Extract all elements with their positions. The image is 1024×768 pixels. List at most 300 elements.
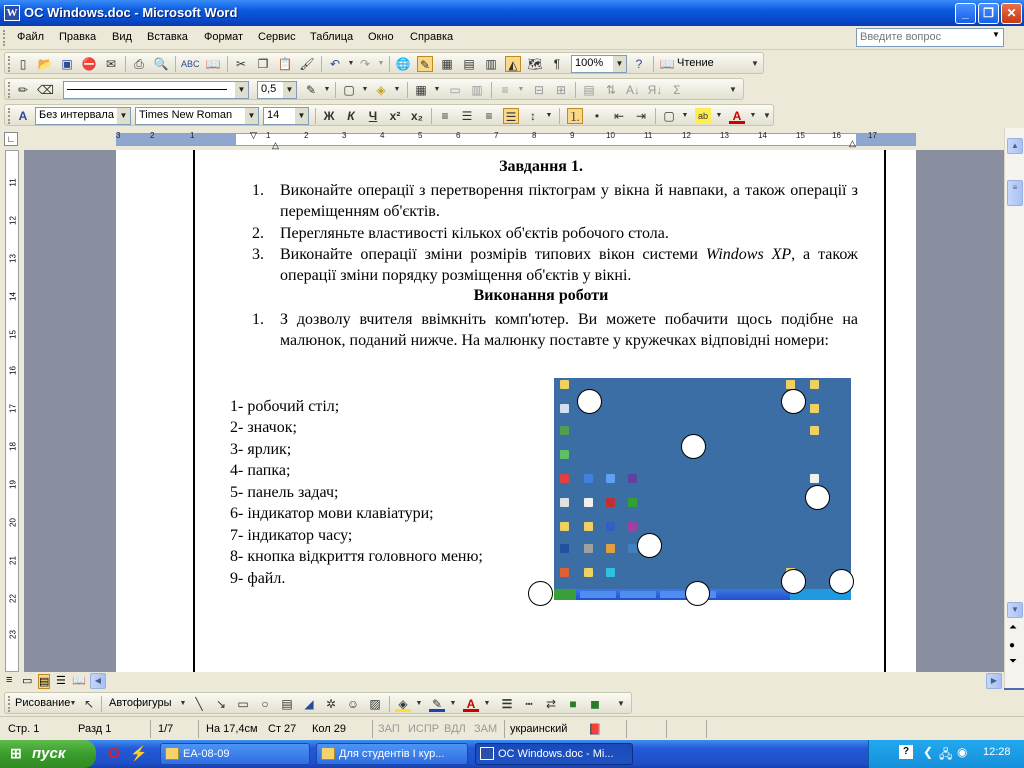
email-icon[interactable]: ✉ — [105, 57, 117, 71]
font-value: Times New Roman — [139, 109, 233, 121]
arrow-style-icon[interactable]: ⇄ — [545, 697, 557, 711]
italic-button[interactable]: К — [347, 109, 355, 123]
answer-circle[interactable] — [681, 434, 706, 459]
legend-item: 8- кнопка відкриття головного меню; — [230, 548, 483, 565]
print-layout-icon[interactable]: ▤ — [39, 676, 50, 688]
highlight-icon[interactable]: ab — [695, 108, 711, 124]
sort-descending-icon[interactable]: Я↓ — [647, 83, 663, 97]
drawing-icon[interactable]: ◭ — [505, 56, 521, 72]
desktop-screenshot-image[interactable] — [554, 378, 851, 600]
help-dropdown-icon[interactable]: ▼ — [992, 30, 1000, 39]
taskbar-item[interactable] — [316, 743, 468, 765]
separator — [335, 82, 336, 98]
ruler-number: 17 — [868, 131, 877, 140]
desktop-icon-folder — [584, 522, 593, 531]
line-icon[interactable]: ╲ — [195, 697, 203, 711]
border-dropdown-icon[interactable]: ▼ — [361, 86, 369, 93]
draw-dropdown-icon[interactable]: ▼ — [69, 700, 77, 707]
ruler-number: 1 — [190, 131, 195, 140]
collapse-tray-icon[interactable]: ❮ — [923, 745, 934, 759]
hyperlink-icon[interactable]: 🌐 — [395, 57, 411, 71]
desktop-icon-app — [628, 474, 637, 483]
status-divider — [150, 720, 151, 738]
autoshapes-dropdown-icon[interactable]: ▼ — [179, 700, 187, 707]
list-text: Перегляньте властивості кількох об'єктів робочого стола. — [280, 225, 669, 242]
page-border-right — [884, 150, 886, 672]
outside-border-icon[interactable]: ▢ — [343, 83, 355, 97]
help-icon[interactable]: ? — [635, 57, 643, 71]
scroll-down-button[interactable]: ▼ — [1007, 602, 1023, 618]
ruler-number: 7 — [494, 131, 499, 140]
answer-circle[interactable] — [685, 581, 710, 606]
chevron-down-icon[interactable]: ▼ — [613, 56, 626, 72]
formatting-toolbar — [4, 104, 774, 126]
toolbar-options-icon[interactable]: ▼ — [729, 85, 737, 94]
select-objects-icon[interactable]: ↖ — [83, 697, 95, 711]
desktop-icon-folder — [786, 380, 795, 389]
font-color-dropdown-icon[interactable]: ▼ — [483, 700, 491, 707]
ruler-number: 17 — [8, 404, 18, 413]
separator — [575, 82, 576, 98]
ruler-number: 9 — [570, 131, 575, 140]
save-icon[interactable]: ▣ — [61, 57, 73, 71]
fill-dropdown-icon[interactable]: ▼ — [415, 700, 423, 707]
taskbar-item-label: Для студентів І кур... — [339, 748, 445, 760]
word-app-icon[interactable]: W — [4, 5, 20, 21]
3d-style-icon[interactable]: ◼ — [590, 697, 600, 711]
standard-toolbar — [4, 52, 764, 74]
title-bar — [0, 0, 1024, 26]
line-style-icon[interactable]: ☰ — [501, 697, 513, 711]
underline-button[interactable]: Ч — [368, 109, 378, 123]
draw-table-icon[interactable]: ✏ — [17, 83, 29, 97]
answer-circle[interactable] — [577, 389, 602, 414]
toolbar-options-icon[interactable]: ▼ — [751, 59, 759, 68]
font-select[interactable] — [135, 107, 259, 125]
ruler-number: 20 — [8, 518, 18, 527]
zoom-value: 100% — [575, 57, 604, 69]
list-item — [252, 180, 862, 222]
network-icon[interactable]: 🖧 — [939, 747, 953, 761]
font-size-select[interactable] — [263, 107, 309, 125]
task-heading: Завдання 1. — [499, 158, 583, 175]
merge-cells-icon[interactable]: ▭ — [449, 83, 461, 97]
separator — [321, 56, 322, 72]
maximize-button[interactable]: ❐ — [978, 3, 999, 24]
shading-color-icon[interactable]: ◈ — [376, 83, 386, 97]
menu-tools[interactable]: Сервис — [258, 31, 296, 43]
menu-table[interactable]: Таблица — [310, 31, 354, 43]
desktop-icon-network — [560, 426, 569, 435]
desktop-icon-folder — [560, 522, 569, 531]
status-section: Разд 1 — [78, 723, 112, 735]
spelling-icon[interactable]: ABC — [181, 59, 200, 69]
status-overtype[interactable]: ЗАМ — [474, 723, 498, 735]
toolbar-grip[interactable] — [8, 108, 11, 124]
ruler-right-margin — [856, 134, 915, 145]
system-tray — [868, 740, 1024, 768]
word-icon — [480, 747, 494, 760]
ruler-number: 4 — [380, 131, 385, 140]
answer-circle[interactable] — [528, 581, 553, 606]
list-text-part: Виконайте операції зміни розмірів типових вікон системи — [280, 246, 706, 263]
paste-icon[interactable]: 📋 — [277, 57, 293, 71]
legend-item: 9- файл. — [230, 570, 286, 587]
horizontal-ruler[interactable] — [0, 128, 1024, 150]
autosum-icon[interactable]: Σ — [673, 83, 681, 97]
superscript-icon[interactable]: x² — [389, 109, 401, 123]
scroll-up-button[interactable]: ▲ — [1007, 138, 1023, 154]
desktop-icon-folder — [584, 568, 593, 577]
numbering-icon[interactable]: ⒈ — [568, 110, 581, 124]
status-divider — [666, 720, 667, 738]
undo-icon[interactable]: ↶ — [329, 57, 341, 71]
separator — [389, 696, 390, 712]
desktop-icon-app — [628, 544, 637, 553]
window-title: ОС Windows.doc - Microsoft Word — [24, 5, 238, 20]
chevron-down-icon[interactable]: ▼ — [295, 108, 308, 124]
ruler-number: 12 — [682, 131, 691, 140]
ruler-number: 11 — [644, 131, 653, 140]
align-dropdown-icon[interactable]: ▼ — [517, 86, 525, 93]
shading-dropdown-icon[interactable]: ▼ — [393, 86, 401, 93]
insert-table-dropdown-icon[interactable]: ▼ — [433, 86, 441, 93]
ruler-number: 15 — [796, 131, 805, 140]
toolbar-options-icon[interactable]: ▼ — [763, 111, 771, 120]
legend-item: 2- значок; — [230, 419, 297, 436]
taskbar-item-label: EA-08-09 — [183, 748, 230, 760]
desktop-icon-app — [560, 544, 569, 553]
desktop-icon-app — [584, 474, 593, 483]
desktop-task — [580, 591, 616, 598]
status-divider — [504, 720, 505, 738]
align-center-icon[interactable]: ☰ — [461, 109, 473, 123]
split-cells-icon[interactable]: ▥ — [471, 83, 483, 97]
scroll-left-button[interactable]: ◀ — [90, 673, 106, 689]
ruler-number: 13 — [8, 254, 18, 263]
ruler-number: 5 — [418, 131, 423, 140]
bold-button[interactable]: Ж — [323, 109, 335, 123]
line-color-dropdown-icon[interactable]: ▼ — [449, 700, 457, 707]
status-extend[interactable]: ВДЛ — [444, 723, 466, 735]
rectangle-icon[interactable]: ▭ — [237, 697, 249, 711]
separator — [559, 108, 560, 124]
oval-icon[interactable]: ○ — [261, 697, 269, 711]
scroll-right-button[interactable]: ▶ — [986, 673, 1002, 689]
zoom-select[interactable] — [571, 55, 627, 73]
menu-view[interactable]: Вид — [112, 31, 132, 43]
styles-formatting-icon[interactable]: A — [18, 109, 28, 123]
first-line-indent-icon[interactable]: ▽ — [250, 130, 257, 140]
align-left-icon[interactable]: ≡ — [441, 109, 449, 123]
ruler-number: 16 — [832, 131, 841, 140]
subscript-icon[interactable]: x₂ — [410, 109, 423, 123]
drawing-toolbar-row — [0, 690, 1024, 716]
desktop-icon-file — [810, 474, 819, 483]
insert-excel-icon[interactable]: ▤ — [463, 57, 475, 71]
document-map-icon[interactable]: 🗺 — [527, 57, 543, 71]
page-border-left — [193, 150, 195, 672]
text-direction-icon[interactable]: ⇅ — [605, 83, 617, 97]
left-indent-icon[interactable]: △ — [272, 140, 279, 150]
desktop-icon-computer — [560, 404, 569, 413]
separator — [431, 108, 432, 124]
distribute-rows-icon[interactable]: ⊟ — [533, 83, 545, 97]
dash-style-icon[interactable]: ┅ — [525, 697, 533, 711]
border-color-dropdown-icon[interactable]: ▼ — [323, 86, 331, 93]
insert-table-icon[interactable]: ▦ — [441, 57, 453, 71]
drawing-toolbar — [4, 692, 632, 714]
bullets-icon[interactable]: • — [594, 109, 600, 123]
folder-icon — [321, 747, 335, 760]
status-track-changes[interactable]: ИСПР — [408, 723, 440, 735]
ruler-number: 3 — [116, 131, 121, 140]
taskbar-item[interactable] — [160, 743, 310, 765]
borders-dropdown-icon[interactable]: ▼ — [681, 112, 689, 119]
answer-circle[interactable] — [637, 533, 662, 558]
desktop-task — [620, 591, 656, 598]
menu-window[interactable]: Окно — [368, 31, 394, 43]
ruler-number: 3 — [342, 131, 347, 140]
toolbar-grip[interactable] — [8, 696, 11, 712]
list-text: Виконайте операції з перетворення піктограм у вікна й навпаки, а також операції з переміщенням об'єктів. — [280, 182, 858, 220]
status-divider — [626, 720, 627, 738]
list-number: 1. — [252, 182, 264, 199]
autoformat-icon[interactable]: ▤ — [583, 83, 595, 97]
draw-menu-button[interactable]: Рисование — [15, 697, 71, 709]
sort-ascending-icon[interactable]: A↓ — [625, 83, 640, 97]
menu-grip[interactable] — [3, 30, 6, 46]
style-value: Без интервала — [39, 109, 114, 121]
fill-color-icon[interactable]: ◈ — [395, 696, 411, 712]
clock[interactable]: 12:28 — [983, 746, 1011, 758]
toolbar-grip[interactable] — [8, 56, 11, 72]
line-spacing-icon[interactable]: ↕ — [530, 109, 536, 123]
line-style-select[interactable] — [63, 81, 249, 99]
justify-icon[interactable]: ☰ — [503, 108, 519, 124]
copy-icon[interactable]: ❐ — [257, 57, 269, 71]
desktop-icon-app — [606, 522, 615, 531]
legend-item: 1- робочий стіл; — [230, 398, 340, 415]
status-divider — [372, 720, 373, 738]
list-item — [252, 244, 862, 286]
line-style-preview — [67, 89, 227, 90]
web-view-icon[interactable]: ▭ — [22, 675, 33, 687]
status-page: Стр. 1 — [8, 723, 40, 735]
list-item — [252, 223, 862, 244]
taskbar-item-active[interactable] — [475, 743, 633, 765]
align-icon[interactable]: ≡ — [501, 83, 509, 97]
menu-insert[interactable]: Вставка — [147, 31, 188, 43]
research-icon[interactable]: 📖 — [205, 57, 221, 71]
separator — [655, 108, 656, 124]
chevron-down-icon[interactable]: ▼ — [283, 82, 296, 98]
toolbar-grip[interactable] — [8, 82, 11, 98]
help-question-input[interactable]: Введите вопрос — [856, 28, 1004, 47]
menu-edit[interactable]: Правка — [59, 31, 97, 43]
desktop-icon-folder — [810, 380, 819, 389]
ruler-number: 19 — [8, 480, 18, 489]
chevron-down-icon[interactable]: ▼ — [117, 108, 130, 124]
help-tray-icon[interactable]: ? — [899, 745, 913, 759]
menu-format[interactable]: Формат — [204, 31, 244, 43]
reading-view-icon[interactable]: 📖 — [72, 675, 86, 687]
answer-circle[interactable] — [781, 389, 806, 414]
decrease-indent-icon[interactable]: ⇤ — [613, 109, 625, 123]
borders-icon[interactable]: ▢ — [663, 109, 675, 123]
list-number: 2. — [252, 225, 264, 242]
redo-dropdown-icon[interactable]: ▼ — [377, 60, 385, 67]
menu-file[interactable]: Файл — [17, 31, 45, 43]
line-spacing-dropdown-icon[interactable]: ▼ — [545, 112, 553, 119]
text-box-icon[interactable]: ▤ — [281, 697, 293, 711]
menu-help[interactable]: Справка — [410, 31, 454, 43]
start-button[interactable] — [0, 740, 96, 768]
ruler-number: 14 — [8, 292, 18, 301]
list-number: 1. — [252, 311, 264, 328]
highlight-dropdown-icon[interactable]: ▼ — [715, 112, 723, 119]
redo-icon[interactable]: ↷ — [359, 57, 371, 71]
ruler-number: 15 — [8, 330, 18, 339]
font-color-icon[interactable]: A — [463, 696, 479, 712]
open-folder-icon[interactable]: 📂 — [37, 57, 53, 71]
ruler-number: 13 — [720, 131, 729, 140]
cut-icon[interactable]: ✂ — [235, 57, 247, 71]
increase-indent-icon[interactable]: ⇥ — [635, 109, 647, 123]
list-number: 3. — [252, 246, 264, 263]
ruler-number: 2 — [150, 131, 155, 140]
taskbar-item-label: ОС Windows.doc - Mi... — [498, 748, 614, 760]
separator — [227, 56, 228, 72]
ruler-number: 22 — [8, 594, 18, 603]
desktop-icon-browser — [560, 474, 569, 483]
chevron-down-icon[interactable]: ▼ — [245, 108, 258, 124]
separator — [175, 56, 176, 72]
volume-icon[interactable]: ◉ — [957, 745, 968, 759]
legend-item: 4- папка; — [230, 462, 291, 479]
answer-circle[interactable] — [781, 569, 806, 594]
list-text-part: , а також операції зміни порядку розміщення об'єктів у вікні. — [280, 246, 858, 284]
ruler-number: 23 — [8, 630, 18, 639]
picture-icon[interactable]: ▨ — [369, 697, 381, 711]
desktop-icon-documents — [560, 380, 569, 389]
ruler-number: 12 — [8, 216, 18, 225]
wordart-icon[interactable]: ◢ — [304, 697, 314, 711]
legend-item: 7- індикатор часу; — [230, 527, 353, 544]
normal-view-icon[interactable]: ≡ — [6, 674, 13, 686]
new-document-icon[interactable]: ▯ — [19, 57, 27, 71]
legend-item: 5- панель задач; — [230, 484, 339, 501]
tab-selector[interactable]: ∟ — [4, 132, 18, 146]
ruler-left-margin — [116, 134, 236, 145]
status-position: На 17,4см — [206, 723, 258, 735]
status-record[interactable]: ЗАП — [378, 723, 400, 735]
insert-table-icon[interactable]: ▦ — [415, 83, 427, 97]
diagram-icon[interactable]: ✲ — [325, 697, 337, 711]
start-label: пуск — [32, 745, 66, 762]
spelling-status-icon[interactable]: 📕 — [588, 724, 602, 736]
status-line: Ст 27 — [268, 723, 297, 735]
right-indent-icon[interactable]: △ — [849, 138, 856, 148]
opera-icon[interactable]: O — [108, 745, 120, 762]
previous-page-icon[interactable]: ⏶ — [1009, 622, 1017, 633]
ruler-number: 21 — [8, 556, 18, 565]
print-icon[interactable]: ⎙ — [134, 57, 144, 71]
separator — [653, 56, 654, 72]
arrow-icon[interactable]: ↘ — [215, 697, 227, 711]
ruler-number: 11 — [8, 178, 18, 187]
shadow-style-icon[interactable]: ■ — [569, 697, 577, 711]
separator — [389, 56, 390, 72]
ruler-number: 8 — [532, 131, 537, 140]
read-button[interactable]: Чтение — [677, 57, 714, 69]
scroll-thumb[interactable]: ≡ — [1007, 180, 1023, 206]
autoshapes-button[interactable]: Автофигуры — [109, 697, 172, 709]
ruler-number: 6 — [456, 131, 461, 140]
read-icon[interactable]: 📖 — [659, 57, 675, 71]
select-browse-object-icon[interactable]: ● — [1009, 640, 1016, 651]
desktop-icon-app — [628, 522, 637, 531]
quicklaunch-icon[interactable]: ⚡ — [130, 745, 148, 761]
print-preview-icon[interactable]: 🔍 — [153, 57, 169, 71]
show-hide-icon[interactable]: ¶ — [553, 57, 561, 71]
eraser-icon[interactable]: ⌫ — [37, 83, 54, 97]
distribute-columns-icon[interactable]: ⊞ — [555, 83, 567, 97]
border-color-icon[interactable]: ✎ — [305, 83, 317, 97]
align-right-icon[interactable]: ≡ — [485, 109, 493, 123]
toolbar-options-icon[interactable]: ▼ — [617, 699, 625, 708]
font-color-icon[interactable]: A — [729, 108, 745, 124]
desktop-icon-app — [606, 544, 615, 553]
horizontal-scrollbar[interactable] — [0, 672, 1004, 690]
status-divider — [198, 720, 199, 738]
next-page-icon[interactable]: ⏷ — [1009, 656, 1017, 667]
answer-circle[interactable] — [829, 569, 854, 594]
ruler-number: 16 — [8, 366, 18, 375]
separator — [101, 696, 102, 712]
desktop-icon-file — [584, 498, 593, 507]
separator — [315, 108, 316, 124]
format-painter-icon[interactable]: 🖌 — [299, 57, 315, 71]
columns-icon[interactable]: ▥ — [485, 57, 497, 71]
desktop-icon-folder — [810, 426, 819, 435]
vertical-scrollbar[interactable] — [1004, 128, 1024, 688]
list-text — [280, 244, 858, 286]
desktop-icon-app — [560, 568, 569, 577]
ruler-number: 10 — [606, 131, 615, 140]
tables-borders-toolbar — [4, 78, 744, 100]
chevron-down-icon[interactable]: ▼ — [235, 82, 248, 98]
vertical-ruler[interactable] — [0, 150, 24, 672]
font-color-dropdown-icon[interactable]: ▼ — [749, 112, 757, 119]
desktop-icon-app — [584, 544, 593, 553]
separator — [125, 56, 126, 72]
minimize-button[interactable]: _ — [955, 3, 976, 24]
ruler-number: 14 — [758, 131, 767, 140]
undo-dropdown-icon[interactable]: ▼ — [347, 60, 355, 67]
style-select[interactable] — [35, 107, 131, 125]
outline-view-icon[interactable]: ☰ — [56, 675, 66, 687]
answer-circle[interactable] — [805, 485, 830, 510]
permission-icon[interactable]: ⛔ — [81, 57, 97, 71]
line-color-icon[interactable]: ✎ — [429, 696, 445, 712]
line-weight-select[interactable] — [257, 81, 297, 99]
close-button[interactable]: ✕ — [1001, 3, 1022, 24]
desktop-icon-app — [628, 498, 637, 507]
windows-logo-icon: ⊞ — [10, 745, 22, 761]
tables-borders-icon[interactable]: ✎ — [417, 56, 433, 72]
clipart-icon[interactable]: ☺ — [346, 697, 360, 711]
